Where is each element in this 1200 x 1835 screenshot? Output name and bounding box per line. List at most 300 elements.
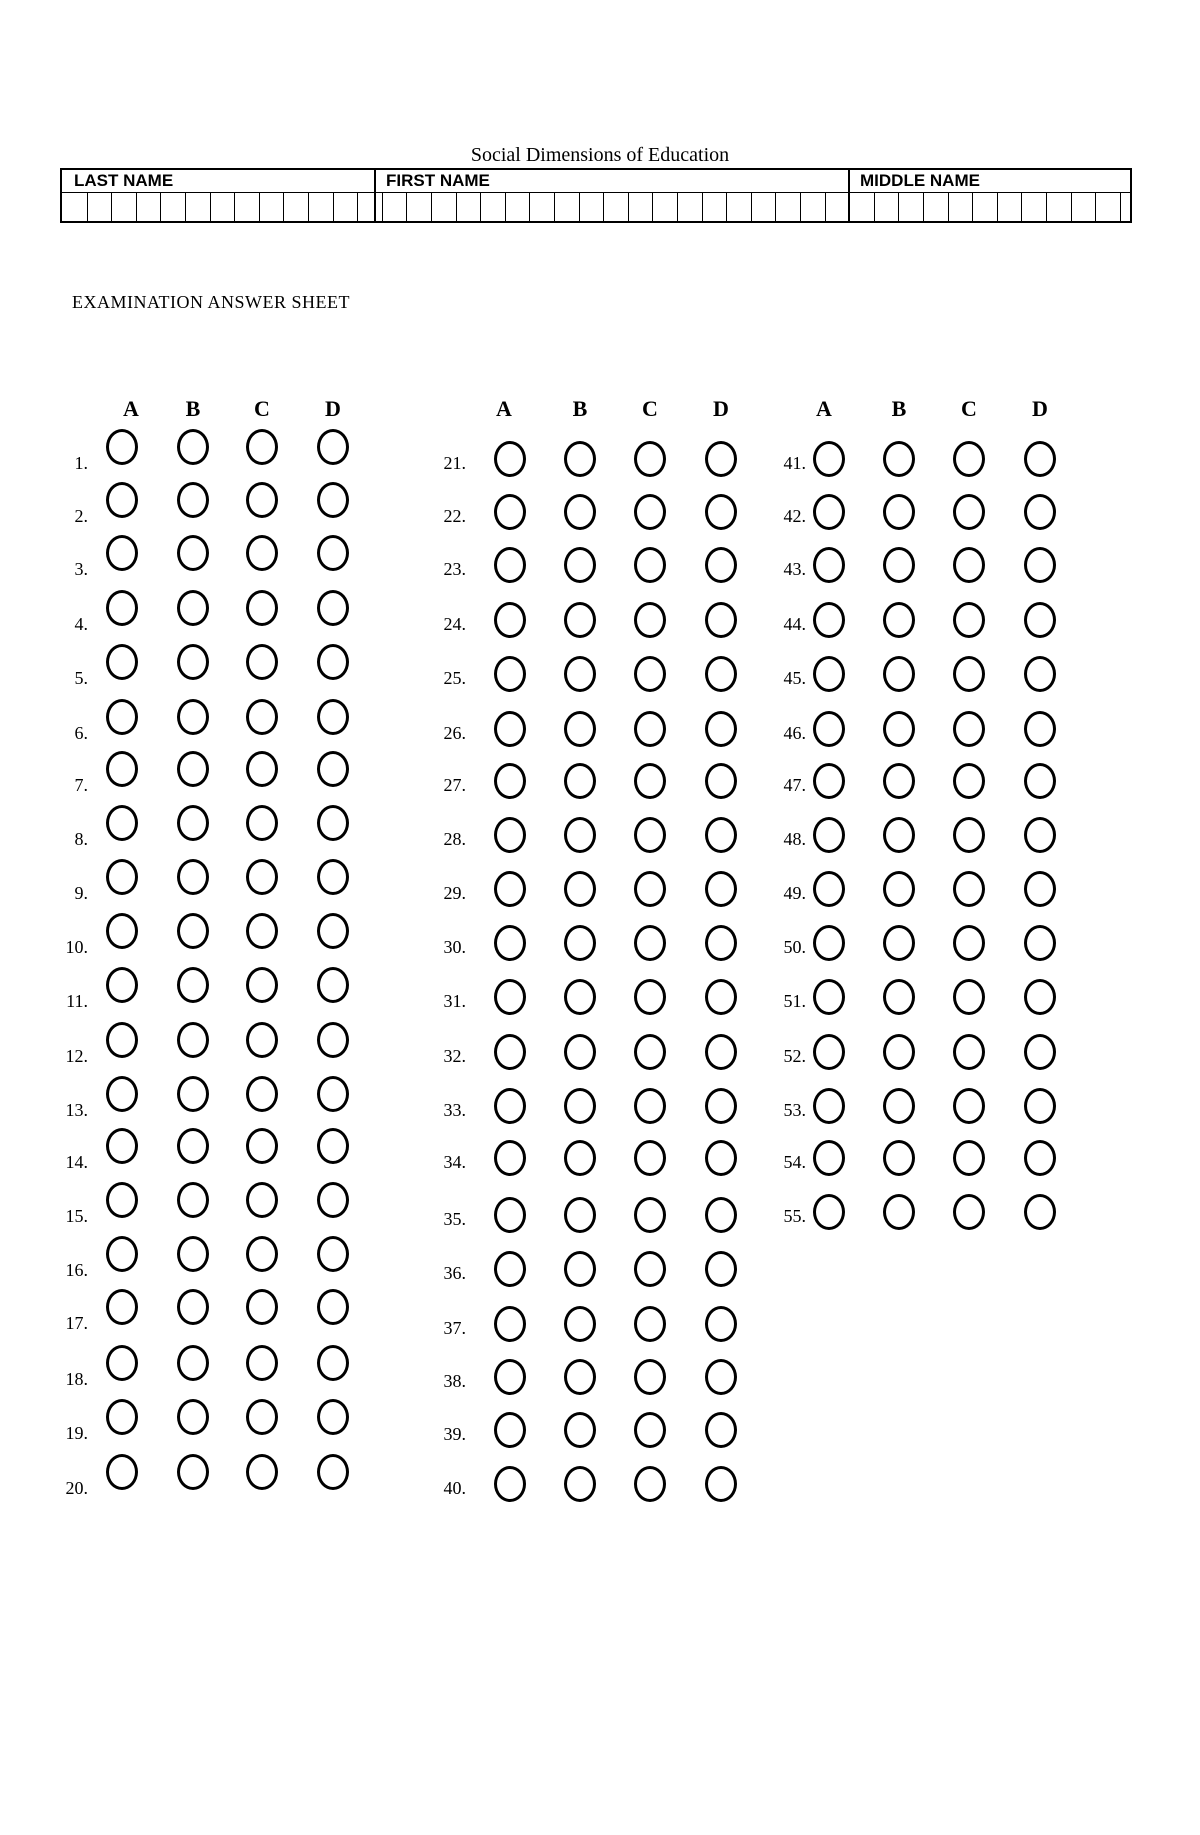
name-letter-cell[interactable] — [948, 193, 949, 221]
answer-bubble-29-b[interactable] — [564, 871, 596, 907]
name-letter-cell[interactable] — [1046, 193, 1047, 221]
answer-bubble-11-d[interactable] — [317, 967, 349, 1003]
answer-bubble-13-a[interactable] — [106, 1076, 138, 1112]
answer-bubble-20-d[interactable] — [317, 1454, 349, 1490]
answer-bubble-48-b[interactable] — [883, 817, 915, 853]
name-letter-cell[interactable] — [160, 193, 161, 221]
name-letter-cell[interactable] — [603, 193, 604, 221]
answer-bubble-49-c[interactable] — [953, 871, 985, 907]
answer-bubble-2-b[interactable] — [177, 482, 209, 518]
name-letter-cell[interactable] — [480, 193, 481, 221]
answer-bubble-46-c[interactable] — [953, 711, 985, 747]
answer-bubble-50-b[interactable] — [883, 925, 915, 961]
name-letter-cell[interactable] — [357, 193, 358, 221]
question-number: 29. — [443, 883, 466, 903]
question-number: 43. — [783, 559, 806, 579]
answer-bubble-54-d[interactable] — [1024, 1140, 1056, 1176]
answer-bubble-49-a[interactable] — [813, 871, 845, 907]
answer-bubble-18-c[interactable] — [246, 1345, 278, 1381]
choice-letter-d: D — [325, 396, 341, 421]
name-letter-cell[interactable] — [825, 193, 826, 221]
name-letter-cell[interactable] — [800, 193, 801, 221]
answer-bubble-4-b[interactable] — [177, 590, 209, 626]
question-number: 5. — [74, 668, 88, 688]
question-number: 33. — [443, 1100, 466, 1120]
name-letter-cell[interactable] — [505, 193, 506, 221]
answer-bubble-15-d[interactable] — [317, 1182, 349, 1218]
answer-bubble-23-d[interactable] — [705, 547, 737, 583]
name-letter-cell[interactable] — [677, 193, 678, 221]
name-letter-cell[interactable] — [185, 193, 186, 221]
answer-bubble-42-b[interactable] — [883, 494, 915, 530]
answer-bubble-43-d[interactable] — [1024, 547, 1056, 583]
question-number: 12. — [65, 1046, 88, 1066]
name-letter-cell[interactable] — [1071, 193, 1072, 221]
answer-bubble-26-b[interactable] — [564, 711, 596, 747]
answer-bubble-9-d[interactable] — [317, 859, 349, 895]
answer-bubble-27-a[interactable] — [494, 763, 526, 799]
name-letter-cell[interactable] — [898, 193, 899, 221]
answer-bubble-28-c[interactable] — [634, 817, 666, 853]
answer-bubble-51-a[interactable] — [813, 979, 845, 1015]
question-number: 14. — [65, 1152, 88, 1172]
answer-bubble-44-c[interactable] — [953, 602, 985, 638]
answer-bubble-30-a[interactable] — [494, 925, 526, 961]
name-letter-cell[interactable] — [849, 193, 850, 221]
answer-bubble-1-d[interactable] — [317, 429, 349, 465]
answer-bubble-20-c[interactable] — [246, 1454, 278, 1490]
answer-bubble-44-d[interactable] — [1024, 602, 1056, 638]
name-letter-cells — [62, 193, 1130, 221]
answer-bubble-53-a[interactable] — [813, 1088, 845, 1124]
answer-bubble-51-d[interactable] — [1024, 979, 1056, 1015]
answer-bubble-53-c[interactable] — [953, 1088, 985, 1124]
answer-bubble-16-b[interactable] — [177, 1236, 209, 1272]
answer-bubble-36-c[interactable] — [634, 1251, 666, 1287]
choice-letter-a: A — [816, 396, 832, 421]
answer-bubble-39-a[interactable] — [494, 1412, 526, 1448]
choice-letter-a: A — [496, 396, 512, 421]
answer-bubble-43-b[interactable] — [883, 547, 915, 583]
answer-bubble-7-d[interactable] — [317, 751, 349, 787]
answer-bubble-33-d[interactable] — [705, 1088, 737, 1124]
answer-bubble-45-a[interactable] — [813, 656, 845, 692]
answer-bubble-52-a[interactable] — [813, 1034, 845, 1070]
name-letter-cell[interactable] — [1095, 193, 1096, 221]
answer-bubble-37-a[interactable] — [494, 1306, 526, 1342]
answer-bubble-54-a[interactable] — [813, 1140, 845, 1176]
answer-bubble-18-b[interactable] — [177, 1345, 209, 1381]
answer-bubble-8-d[interactable] — [317, 805, 349, 841]
answer-bubble-54-b[interactable] — [883, 1140, 915, 1176]
choice-letter-c: C — [961, 396, 977, 421]
answer-bubble-25-c[interactable] — [634, 656, 666, 692]
answer-bubble-29-c[interactable] — [634, 871, 666, 907]
answer-bubble-49-d[interactable] — [1024, 871, 1056, 907]
question-number: 39. — [443, 1424, 466, 1444]
answer-bubble-23-b[interactable] — [564, 547, 596, 583]
answer-bubble-43-a[interactable] — [813, 547, 845, 583]
answer-bubble-46-b[interactable] — [883, 711, 915, 747]
answer-bubble-24-a[interactable] — [494, 602, 526, 638]
name-grid — [60, 168, 1132, 223]
answer-bubble-6-c[interactable] — [246, 699, 278, 735]
answer-bubble-5-b[interactable] — [177, 644, 209, 680]
name-letter-cell[interactable] — [136, 193, 137, 221]
answer-bubble-42-c[interactable] — [953, 494, 985, 530]
answer-bubble-27-d[interactable] — [705, 763, 737, 799]
answer-bubble-29-a[interactable] — [494, 871, 526, 907]
question-number: 6. — [74, 723, 88, 743]
answer-bubble-40-b[interactable] — [564, 1466, 596, 1502]
answer-bubble-2-d[interactable] — [317, 482, 349, 518]
answer-bubble-44-a[interactable] — [813, 602, 845, 638]
answer-bubble-14-c[interactable] — [246, 1128, 278, 1164]
name-letter-cell[interactable] — [456, 193, 457, 221]
question-number: 15. — [65, 1206, 88, 1226]
answer-bubble-13-c[interactable] — [246, 1076, 278, 1112]
answer-bubble-34-c[interactable] — [634, 1140, 666, 1176]
choice-letter-c: C — [642, 396, 658, 421]
answer-bubble-41-a[interactable] — [813, 441, 845, 477]
answer-bubble-7-c[interactable] — [246, 751, 278, 787]
answer-bubble-26-d[interactable] — [705, 711, 737, 747]
answer-bubble-51-c[interactable] — [953, 979, 985, 1015]
answer-bubble-3-a[interactable] — [106, 535, 138, 571]
answer-bubble-41-c[interactable] — [953, 441, 985, 477]
answer-bubble-35-d[interactable] — [705, 1197, 737, 1233]
answer-bubble-48-c[interactable] — [953, 817, 985, 853]
answer-bubble-26-c[interactable] — [634, 711, 666, 747]
question-number: 55. — [783, 1206, 806, 1226]
question-number: 52. — [783, 1046, 806, 1066]
answer-bubble-2-a[interactable] — [106, 482, 138, 518]
answer-bubble-40-c[interactable] — [634, 1466, 666, 1502]
answer-bubble-20-b[interactable] — [177, 1454, 209, 1490]
answer-bubble-21-b[interactable] — [564, 441, 596, 477]
answer-bubble-41-d[interactable] — [1024, 441, 1056, 477]
answer-bubble-3-c[interactable] — [246, 535, 278, 571]
answer-bubble-46-a[interactable] — [813, 711, 845, 747]
answer-bubble-50-c[interactable] — [953, 925, 985, 961]
answer-bubble-34-a[interactable] — [494, 1140, 526, 1176]
answer-bubble-52-b[interactable] — [883, 1034, 915, 1070]
name-letter-cell[interactable] — [431, 193, 432, 221]
answer-bubble-39-b[interactable] — [564, 1412, 596, 1448]
answer-bubble-1-a[interactable] — [106, 429, 138, 465]
answer-bubble-12-b[interactable] — [177, 1022, 209, 1058]
answer-bubble-2-c[interactable] — [246, 482, 278, 518]
answer-bubble-52-c[interactable] — [953, 1034, 985, 1070]
answer-bubble-49-b[interactable] — [883, 871, 915, 907]
answer-bubble-28-a[interactable] — [494, 817, 526, 853]
name-letter-cell[interactable] — [702, 193, 703, 221]
answer-bubble-6-d[interactable] — [317, 699, 349, 735]
answer-bubble-40-a[interactable] — [494, 1466, 526, 1502]
answer-bubble-45-c[interactable] — [953, 656, 985, 692]
answer-bubble-31-c[interactable] — [634, 979, 666, 1015]
answer-bubble-23-c[interactable] — [634, 547, 666, 583]
question-number: 40. — [443, 1478, 466, 1498]
name-letter-cell[interactable] — [382, 193, 383, 221]
answer-bubble-38-c[interactable] — [634, 1359, 666, 1395]
answer-bubble-34-d[interactable] — [705, 1140, 737, 1176]
name-letter-cell[interactable] — [234, 193, 235, 221]
answer-bubble-33-b[interactable] — [564, 1088, 596, 1124]
name-letter-cell[interactable] — [333, 193, 334, 221]
answer-bubble-36-b[interactable] — [564, 1251, 596, 1287]
answer-bubble-4-c[interactable] — [246, 590, 278, 626]
answer-bubble-9-c[interactable] — [246, 859, 278, 895]
question-number: 13. — [65, 1100, 88, 1120]
name-letter-cell[interactable] — [406, 193, 407, 221]
answer-bubble-39-d[interactable] — [705, 1412, 737, 1448]
answer-bubble-42-a[interactable] — [813, 494, 845, 530]
answer-bubble-52-d[interactable] — [1024, 1034, 1056, 1070]
answer-bubble-21-d[interactable] — [705, 441, 737, 477]
answer-bubble-15-c[interactable] — [246, 1182, 278, 1218]
question-number: 38. — [443, 1371, 466, 1391]
answer-bubble-45-d[interactable] — [1024, 656, 1056, 692]
answer-bubble-51-b[interactable] — [883, 979, 915, 1015]
answer-bubble-1-c[interactable] — [246, 429, 278, 465]
answer-bubble-12-d[interactable] — [317, 1022, 349, 1058]
question-number: 26. — [443, 723, 466, 743]
answer-bubble-14-b[interactable] — [177, 1128, 209, 1164]
answer-bubble-36-a[interactable] — [494, 1251, 526, 1287]
name-letter-cell[interactable] — [111, 193, 112, 221]
answer-bubble-55-b[interactable] — [883, 1194, 915, 1230]
answer-bubble-24-b[interactable] — [564, 602, 596, 638]
answer-bubble-29-d[interactable] — [705, 871, 737, 907]
answer-bubble-10-b[interactable] — [177, 913, 209, 949]
answer-bubble-10-a[interactable] — [106, 913, 138, 949]
answer-bubble-9-a[interactable] — [106, 859, 138, 895]
answer-bubble-27-c[interactable] — [634, 763, 666, 799]
answer-bubble-16-d[interactable] — [317, 1236, 349, 1272]
answer-bubble-53-d[interactable] — [1024, 1088, 1056, 1124]
answer-bubble-5-a[interactable] — [106, 644, 138, 680]
answer-bubble-25-d[interactable] — [705, 656, 737, 692]
answer-bubble-26-a[interactable] — [494, 711, 526, 747]
answer-bubble-13-b[interactable] — [177, 1076, 209, 1112]
answer-bubble-31-b[interactable] — [564, 979, 596, 1015]
answer-bubble-48-d[interactable] — [1024, 817, 1056, 853]
name-letter-cell[interactable] — [579, 193, 580, 221]
answer-bubble-22-b[interactable] — [564, 494, 596, 530]
answer-bubble-1-b[interactable] — [177, 429, 209, 465]
answer-bubble-8-c[interactable] — [246, 805, 278, 841]
answer-bubble-46-d[interactable] — [1024, 711, 1056, 747]
answer-bubble-15-b[interactable] — [177, 1182, 209, 1218]
name-letter-cell[interactable] — [775, 193, 776, 221]
answer-bubble-12-a[interactable] — [106, 1022, 138, 1058]
question-number: 25. — [443, 668, 466, 688]
answer-bubble-23-a[interactable] — [494, 547, 526, 583]
answer-bubble-25-a[interactable] — [494, 656, 526, 692]
name-letter-cell[interactable] — [554, 193, 555, 221]
first-name-header: FIRST NAME — [374, 170, 848, 193]
last-name-header: LAST NAME — [62, 170, 374, 193]
answer-bubble-5-c[interactable] — [246, 644, 278, 680]
answer-bubble-19-a[interactable] — [106, 1399, 138, 1435]
answer-bubble-19-b[interactable] — [177, 1399, 209, 1435]
answer-bubble-19-d[interactable] — [317, 1399, 349, 1435]
question-number: 30. — [443, 937, 466, 957]
question-number: 19. — [65, 1423, 88, 1443]
answer-bubble-24-d[interactable] — [705, 602, 737, 638]
answer-bubble-18-a[interactable] — [106, 1345, 138, 1381]
name-letter-cell[interactable] — [259, 193, 260, 221]
answer-bubble-28-b[interactable] — [564, 817, 596, 853]
name-letter-cell[interactable] — [1021, 193, 1022, 221]
answer-bubble-50-a[interactable] — [813, 925, 845, 961]
answer-bubble-34-b[interactable] — [564, 1140, 596, 1176]
answer-bubble-15-a[interactable] — [106, 1182, 138, 1218]
answer-bubble-37-b[interactable] — [564, 1306, 596, 1342]
answer-bubble-16-a[interactable] — [106, 1236, 138, 1272]
answer-bubble-30-d[interactable] — [705, 925, 737, 961]
answer-bubble-33-a[interactable] — [494, 1088, 526, 1124]
answer-bubble-31-a[interactable] — [494, 979, 526, 1015]
answer-bubble-3-d[interactable] — [317, 535, 349, 571]
answer-bubble-53-b[interactable] — [883, 1088, 915, 1124]
question-number: 48. — [783, 829, 806, 849]
answer-bubble-28-d[interactable] — [705, 817, 737, 853]
question-number: 34. — [443, 1152, 466, 1172]
answer-bubble-21-c[interactable] — [634, 441, 666, 477]
answer-bubble-31-d[interactable] — [705, 979, 737, 1015]
answer-bubble-40-d[interactable] — [705, 1466, 737, 1502]
question-number: 49. — [783, 883, 806, 903]
answer-bubble-54-c[interactable] — [953, 1140, 985, 1176]
answer-bubble-22-d[interactable] — [705, 494, 737, 530]
name-letter-cell[interactable] — [923, 193, 924, 221]
answer-bubble-20-a[interactable] — [106, 1454, 138, 1490]
answer-bubble-38-b[interactable] — [564, 1359, 596, 1395]
answer-bubble-55-d[interactable] — [1024, 1194, 1056, 1230]
answer-bubble-39-c[interactable] — [634, 1412, 666, 1448]
answer-bubble-10-c[interactable] — [246, 913, 278, 949]
answer-bubble-44-b[interactable] — [883, 602, 915, 638]
answer-bubble-55-c[interactable] — [953, 1194, 985, 1230]
name-letter-cell[interactable] — [628, 193, 629, 221]
name-letter-cell[interactable] — [972, 193, 973, 221]
answer-bubble-17-d[interactable] — [317, 1289, 349, 1325]
answer-bubble-13-d[interactable] — [317, 1076, 349, 1112]
answer-bubble-35-c[interactable] — [634, 1197, 666, 1233]
answer-bubble-8-b[interactable] — [177, 805, 209, 841]
answer-bubble-5-d[interactable] — [317, 644, 349, 680]
answer-bubble-45-b[interactable] — [883, 656, 915, 692]
answer-bubble-47-a[interactable] — [813, 763, 845, 799]
answer-bubble-8-a[interactable] — [106, 805, 138, 841]
sheet-title: Social Dimensions of Education — [470, 144, 730, 166]
answer-bubble-32-c[interactable] — [634, 1034, 666, 1070]
answer-bubble-27-b[interactable] — [564, 763, 596, 799]
answer-bubble-3-b[interactable] — [177, 535, 209, 571]
name-letter-cell[interactable] — [874, 193, 875, 221]
answer-bubble-38-a[interactable] — [494, 1359, 526, 1395]
answer-bubble-21-a[interactable] — [494, 441, 526, 477]
answer-bubble-47-d[interactable] — [1024, 763, 1056, 799]
name-letter-cell[interactable] — [308, 193, 309, 221]
answer-bubble-6-b[interactable] — [177, 699, 209, 735]
answer-bubble-42-d[interactable] — [1024, 494, 1056, 530]
answer-bubble-35-a[interactable] — [494, 1197, 526, 1233]
answer-bubble-32-b[interactable] — [564, 1034, 596, 1070]
answer-bubble-22-a[interactable] — [494, 494, 526, 530]
answer-bubble-17-c[interactable] — [246, 1289, 278, 1325]
name-letter-cell[interactable] — [210, 193, 211, 221]
answer-bubble-6-a[interactable] — [106, 699, 138, 735]
answer-bubble-47-b[interactable] — [883, 763, 915, 799]
answer-bubble-14-a[interactable] — [106, 1128, 138, 1164]
answer-bubble-11-a[interactable] — [106, 967, 138, 1003]
answer-bubble-7-a[interactable] — [106, 751, 138, 787]
question-number: 2. — [74, 506, 88, 526]
answer-bubble-37-d[interactable] — [705, 1306, 737, 1342]
answer-bubble-55-a[interactable] — [813, 1194, 845, 1230]
question-number: 46. — [783, 723, 806, 743]
choice-letter-b: B — [572, 396, 588, 421]
answer-bubble-16-c[interactable] — [246, 1236, 278, 1272]
answer-bubble-24-c[interactable] — [634, 602, 666, 638]
answer-bubble-7-b[interactable] — [177, 751, 209, 787]
answer-bubble-43-c[interactable] — [953, 547, 985, 583]
answer-bubble-30-b[interactable] — [564, 925, 596, 961]
answer-bubble-50-d[interactable] — [1024, 925, 1056, 961]
answer-bubble-32-a[interactable] — [494, 1034, 526, 1070]
choice-letter-d: D — [713, 396, 729, 421]
answer-bubble-25-b[interactable] — [564, 656, 596, 692]
answer-bubble-11-b[interactable] — [177, 967, 209, 1003]
name-letter-cell[interactable] — [529, 193, 530, 221]
answer-bubble-36-d[interactable] — [705, 1251, 737, 1287]
answer-bubble-17-b[interactable] — [177, 1289, 209, 1325]
answer-bubble-41-b[interactable] — [883, 441, 915, 477]
answer-bubble-17-a[interactable] — [106, 1289, 138, 1325]
answer-bubble-37-c[interactable] — [634, 1306, 666, 1342]
answer-bubble-10-d[interactable] — [317, 913, 349, 949]
answer-bubble-4-d[interactable] — [317, 590, 349, 626]
answer-bubble-22-c[interactable] — [634, 494, 666, 530]
answer-bubble-14-d[interactable] — [317, 1128, 349, 1164]
question-number: 41. — [783, 453, 806, 473]
name-letter-cell[interactable] — [751, 193, 752, 221]
answer-bubble-11-c[interactable] — [246, 967, 278, 1003]
answer-bubble-30-c[interactable] — [634, 925, 666, 961]
answer-bubble-35-b[interactable] — [564, 1197, 596, 1233]
answer-bubble-48-a[interactable] — [813, 817, 845, 853]
answer-bubble-4-a[interactable] — [106, 590, 138, 626]
answer-bubble-19-c[interactable] — [246, 1399, 278, 1435]
answer-bubble-18-d[interactable] — [317, 1345, 349, 1381]
name-letter-cell[interactable] — [726, 193, 727, 221]
answer-bubble-38-d[interactable] — [705, 1359, 737, 1395]
name-letter-cell[interactable] — [1120, 193, 1121, 221]
name-letter-cell[interactable] — [652, 193, 653, 221]
answer-bubble-9-b[interactable] — [177, 859, 209, 895]
name-letter-cell[interactable] — [87, 193, 88, 221]
answer-bubble-32-d[interactable] — [705, 1034, 737, 1070]
name-letter-cell[interactable] — [283, 193, 284, 221]
answer-bubble-47-c[interactable] — [953, 763, 985, 799]
name-letter-cell[interactable] — [997, 193, 998, 221]
answer-bubble-12-c[interactable] — [246, 1022, 278, 1058]
answer-bubble-33-c[interactable] — [634, 1088, 666, 1124]
question-number: 8. — [74, 829, 88, 849]
